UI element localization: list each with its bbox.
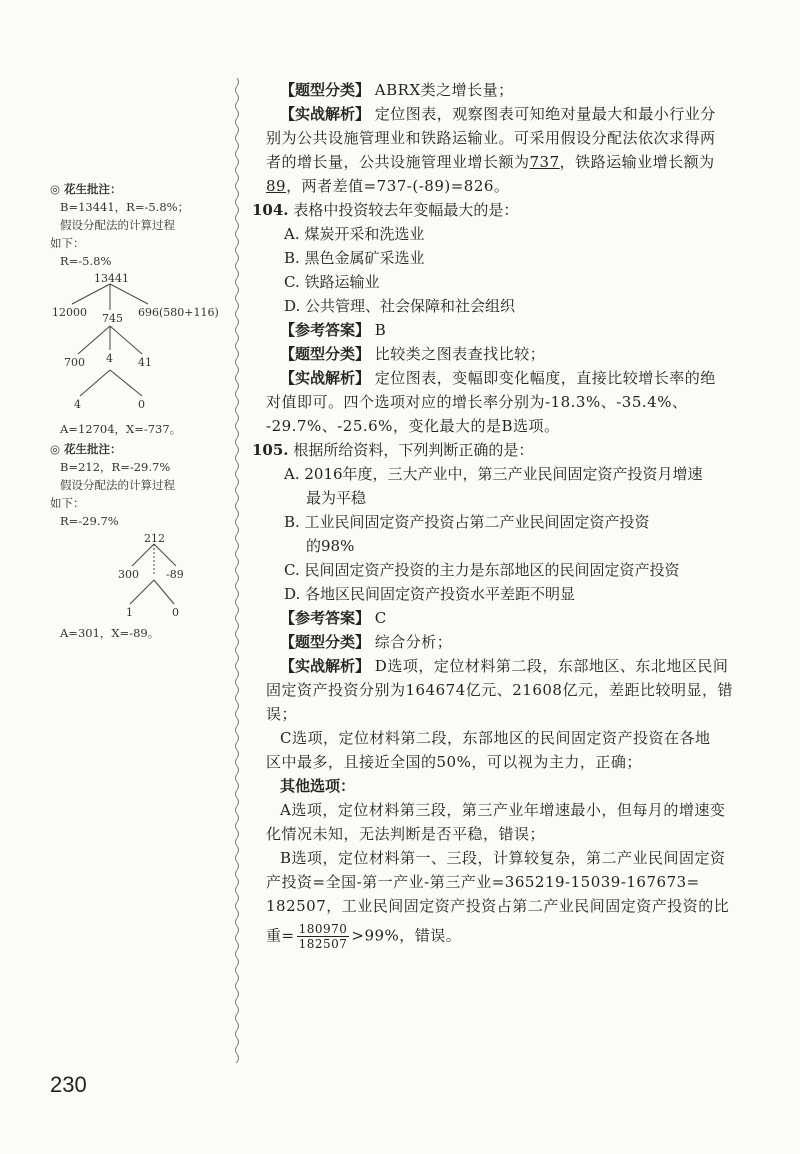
main-content: [252, 78, 752, 951]
tree-node: 0: [138, 398, 145, 411]
question-stem: 表格中投资较去年变幅最大的是：: [293, 201, 519, 219]
answer-tag: 【参考答案】: [280, 321, 371, 339]
sidebar-notes: [50, 180, 228, 642]
answer-line: [252, 318, 752, 342]
option-a: A. 煤炭开采和洗选业: [284, 225, 425, 243]
analysis-text: C选项，定位材料第二段，东部地区的民间固定资产投资在各地: [280, 729, 711, 747]
option-c: C. 铁路运输业: [284, 273, 380, 291]
note-2: [50, 440, 228, 642]
tree-node: 700: [64, 356, 85, 369]
allocation-tree-1: [50, 270, 228, 420]
option-c: C. 民间固定资产投资的主力是东部地区的民间固定资产投资: [284, 561, 680, 579]
tree-node: 0: [172, 606, 179, 619]
analysis-line: [252, 654, 752, 678]
fraction-denominator: 182507: [298, 937, 348, 951]
type-line: [252, 78, 752, 102]
tree-node: 300: [118, 568, 139, 581]
analysis-text: 产投资=全国-第一产业-第三产业=365219-15039-167673=: [266, 873, 700, 891]
question-104: [252, 198, 752, 222]
note-line: 如下：: [50, 496, 85, 510]
tree-node: 696(580+116): [138, 306, 219, 319]
note-line: B=212，R=-29.7%: [60, 460, 171, 474]
analysis-text: 者的增长量，公共设施管理业增长额为: [266, 153, 530, 171]
analysis-text: 别为公共设施管理业和铁路运输业。可采用假设分配法依次求得两: [266, 129, 716, 147]
analysis-text: D选项，定位材料第二段，东部地区、东北地区民间: [374, 657, 729, 675]
answer-tag: 【参考答案】: [280, 609, 371, 627]
analysis-text: B选项，定位材料第一、三段，计算较复杂，第二产业民间固定资: [280, 849, 726, 867]
note-line: 假设分配法的计算过程: [60, 218, 175, 232]
analysis-line: [252, 366, 752, 390]
analysis-line: [252, 922, 752, 951]
note-r-line: R=-29.7%: [60, 514, 119, 528]
tree-node: 212: [144, 532, 165, 545]
type-text: 综合分析；: [374, 633, 453, 651]
analysis-text: 区中最多，且接近全国的50%，可以视为主力，正确；: [266, 753, 642, 771]
note-result: A=12704，X=-737。: [60, 422, 182, 436]
analysis-text: -29.7%、-25.6%，变化最大的是B选项。: [266, 417, 560, 435]
highlight-value: 737: [529, 153, 560, 171]
option-d: D. 公共管理、社会保障和社会组织: [284, 297, 516, 315]
answer-value: C: [374, 609, 387, 627]
fraction: [297, 922, 350, 951]
note-title: ◎ 花生批注：: [50, 182, 122, 196]
option-a-cont: 最为平稳: [306, 489, 367, 507]
type-tag: 【题型分类】: [280, 633, 371, 651]
tree-node: 4: [106, 352, 113, 365]
tree-node: 13441: [94, 272, 129, 285]
question-stem: 根据所给资料，下列判断正确的是：: [293, 441, 534, 459]
tree-node: 41: [138, 356, 152, 369]
option-a: A. 2016年度，三大产业中，第三产业民间固定资产投资月增速: [284, 465, 703, 483]
analysis-text: 化情况未知，无法判断是否平稳，错误；: [266, 825, 546, 843]
option-b: B. 工业民间固定资产投资占第二产业民间固定资产投资: [284, 513, 650, 531]
analysis-line: [252, 150, 752, 174]
note-line: 如下：: [50, 236, 85, 250]
allocation-tree-2: [50, 530, 228, 624]
question-number: 104.: [252, 201, 289, 219]
question-number: 105.: [252, 441, 289, 459]
type-tag: 【题型分类】: [280, 345, 371, 363]
note-result: A=301，X=-89。: [60, 626, 160, 640]
analysis-tag: 【实战解析】: [280, 105, 371, 123]
note-r-line: R=-5.8%: [60, 254, 112, 268]
page-number: 230: [50, 1072, 87, 1097]
others-title: 其他选项：: [280, 777, 356, 795]
analysis-text: 对值即可。四个选项对应的增长率分别为-18.3%、-35.4%、: [266, 393, 688, 411]
type-line: [252, 342, 752, 366]
analysis-text: 定位图表，观察图表可知绝对量最大和最小行业分: [374, 105, 716, 123]
analysis-text: ，两者差值=737-(-89)=826。: [286, 177, 510, 195]
type-text: ABRX类之增长量；: [374, 81, 514, 99]
tree-lines: [50, 530, 228, 624]
note-title: ◎ 花生批注：: [50, 442, 122, 456]
note-line: B=13441，R=-5.8%；: [60, 200, 190, 214]
analysis-text: ，铁路运输业增长额为: [559, 153, 715, 171]
analysis-tag: 【实战解析】: [280, 657, 371, 675]
highlight-value: 89: [266, 177, 287, 195]
option-d: D. 各地区民间固定资产投资水平差距不明显: [284, 585, 576, 603]
question-105: [252, 438, 752, 462]
analysis-text: >99%，错误。: [351, 926, 462, 945]
type-tag: 【题型分类】: [280, 81, 371, 99]
answer-line: [252, 606, 752, 630]
tree-node: 12000: [52, 306, 87, 319]
note-1: [50, 180, 228, 438]
tree-node: 1: [126, 606, 133, 619]
answer-value: B: [374, 321, 386, 339]
analysis-tag: 【实战解析】: [280, 369, 371, 387]
analysis-text: A选项，定位材料第三段，第三产业年增速最小，但每月的增速变: [280, 801, 726, 819]
analysis-text: 固定资产投资分别为164674亿元、21608亿元，差距比较明显，错误；: [266, 681, 733, 723]
option-b-cont: 的98%: [306, 537, 355, 555]
option-b: B. 黑色金属矿采选业: [284, 249, 425, 267]
type-text: 比较类之图表查找比较；: [374, 345, 546, 363]
tree-node: -89: [166, 568, 184, 581]
fraction-numerator: 180970: [298, 922, 348, 936]
analysis-text: 182507，工业民间固定资产投资占第二产业民间固定资产投资的比: [266, 897, 730, 915]
analysis-line: [252, 102, 752, 126]
analysis-text: 定位图表，变幅即变化幅度，直接比较增长率的绝: [374, 369, 716, 387]
tree-node: 745: [102, 312, 123, 325]
analysis-line: [252, 174, 752, 198]
tree-node: 4: [74, 398, 81, 411]
analysis-text: 重=: [266, 926, 295, 945]
page-divider: [233, 78, 241, 1063]
type-line: [252, 630, 752, 654]
note-line: 假设分配法的计算过程: [60, 478, 175, 492]
